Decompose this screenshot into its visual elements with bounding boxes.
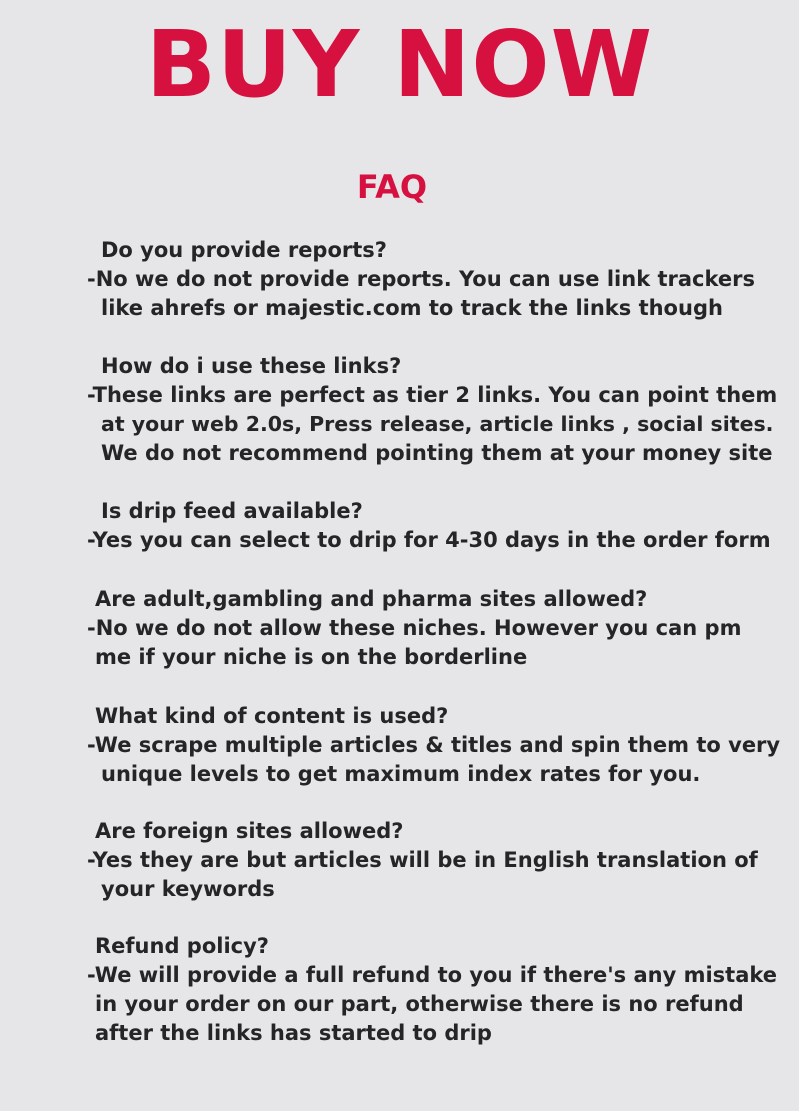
faq-answer-line: -No we do not provide reports. You can use link trackers [87, 267, 756, 291]
faq-answer-line: like ahrefs or majestic.com to track the links though [101, 296, 723, 320]
faq-answer-line: your keywords [101, 877, 275, 901]
faq-answer-line: at your web 2.0s, Press release, article links , social sites. [101, 412, 774, 436]
faq-answer-line: -We will provide a full refund to you if there's any mistake [87, 963, 778, 987]
faq-answer-line: -We scrape multiple articles & titles and spin them to very [87, 733, 781, 757]
faq-heading: FAQ [356, 168, 428, 206]
faq-question: Is drip feed available? [101, 499, 363, 523]
faq-answer-line: me if your niche is on the borderline [95, 645, 528, 669]
faq-answer-line: -These links are perfect as tier 2 links. You can point them [87, 383, 778, 407]
faq-question: How do i use these links? [101, 354, 402, 378]
faq-answer-line: unique levels to get maximum index rates for you. [101, 762, 701, 786]
page-title: BUY NOW [145, 11, 654, 118]
faq-question: Do you provide reports? [101, 238, 387, 262]
faq-question: What kind of content is used? [95, 704, 449, 728]
faq-answer-line: -Yes they are but articles will be in English translation of [87, 848, 758, 872]
faq-question: Refund policy? [95, 934, 269, 958]
faq-question: Are foreign sites allowed? [95, 819, 404, 843]
faq-answer-line: after the links has started to drip [95, 1021, 492, 1045]
faq-question: Are adult,gambling and pharma sites allowed? [95, 587, 648, 611]
faq-answer-line: in your order on our part, otherwise there is no refund [95, 992, 744, 1016]
faq-answer-line: -Yes you can select to drip for 4-30 days in the order form [87, 528, 771, 552]
faq-answer-line: -No we do not allow these niches. However you can pm [87, 616, 742, 640]
faq-answer-line: We do not recommend pointing them at your money site [101, 441, 773, 465]
